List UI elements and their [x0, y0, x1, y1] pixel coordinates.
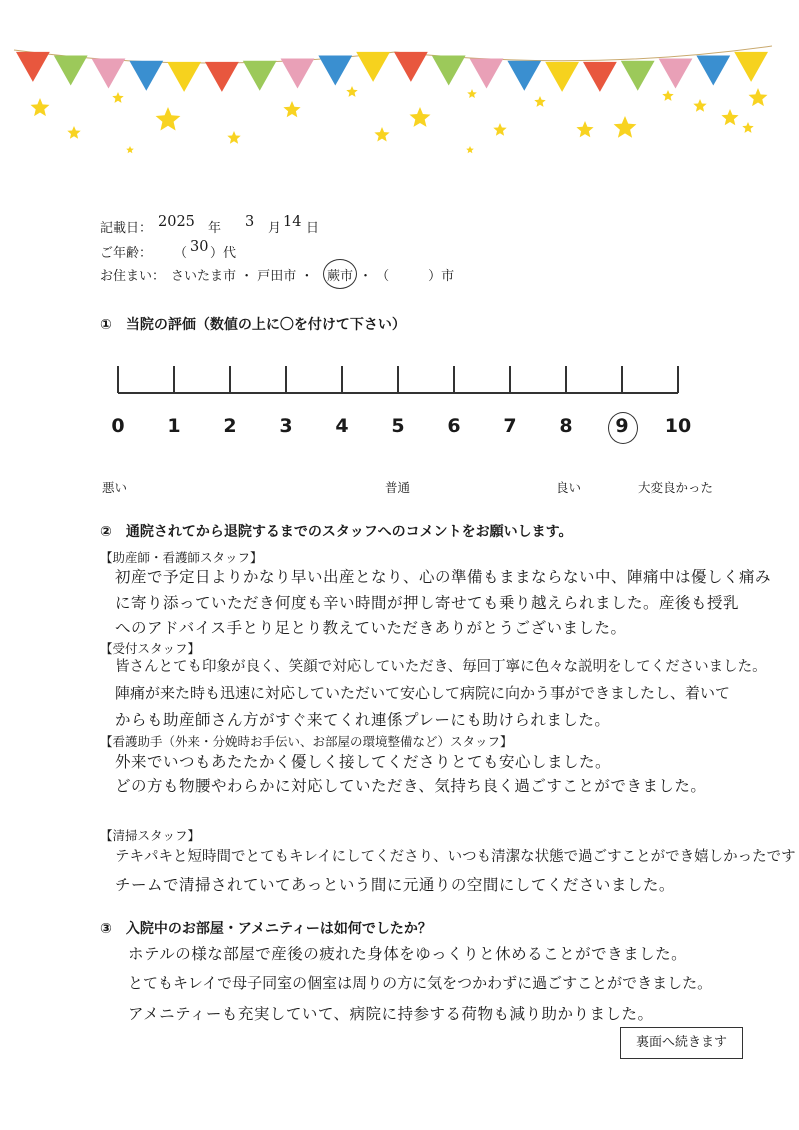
- star-icon: [466, 146, 474, 153]
- group-heading-reception: 【受付スタッフ】: [100, 641, 201, 656]
- scale-tick: [397, 366, 399, 393]
- star-icon: [662, 90, 673, 101]
- comment-line: アメニティーも充実していて、病院に持参する荷物も減り助かりました。: [128, 1005, 654, 1023]
- bunting-flag: [281, 58, 315, 88]
- age-value: 30: [190, 239, 209, 255]
- month-unit: 月: [268, 221, 282, 236]
- star-icon: [67, 126, 80, 139]
- scale-tick: [117, 366, 119, 393]
- comment-line: とてもキレイで母子同室の個室は周りの方に気をつかわずに過ごすことができました。: [128, 974, 713, 992]
- star-icon: [31, 98, 50, 116]
- address-other: ・ （ ）市: [359, 269, 455, 284]
- star-icon: [467, 89, 477, 98]
- section3-title: ③ 入院中のお部屋・アメニティーは如何でしたか？: [100, 921, 432, 937]
- star-icon: [576, 121, 593, 137]
- address-circle-mark: [323, 259, 357, 289]
- scale-tick: [509, 366, 511, 393]
- date-month: 3: [245, 214, 255, 230]
- address-label: お住まい：: [100, 269, 166, 284]
- age-close: ）代: [210, 246, 237, 261]
- scale-tick: [621, 366, 623, 393]
- day-unit: 日: [306, 221, 320, 236]
- bunting-flag: [394, 52, 428, 82]
- bunting-flag: [621, 61, 655, 91]
- bunting-flag: [92, 58, 126, 88]
- comment-line: へのアドバイス手とり足とり教えていただきありがとうございました。: [115, 619, 627, 637]
- comment-line: 外来でいつもあたたかく優しく接してくださりとても安心しました。: [115, 753, 612, 771]
- scale-number[interactable]: 10: [664, 415, 692, 437]
- scale-number[interactable]: 0: [111, 415, 125, 437]
- bunting-flag: [54, 55, 88, 85]
- bunting-flag: [583, 62, 617, 92]
- scale-tick: [285, 366, 287, 393]
- bunting-flag: [432, 55, 466, 85]
- star-icon: [126, 146, 134, 153]
- age-label: ご年齢：: [100, 246, 153, 261]
- star-icon: [374, 127, 389, 142]
- section2-title: ② 通院されてから退院するまでのスタッフへのコメントをお願いします。: [100, 524, 573, 540]
- scale-tick: [677, 366, 679, 393]
- star-icon: [614, 116, 637, 138]
- star-icon: [749, 88, 768, 106]
- star-icon: [721, 109, 738, 125]
- scale-number[interactable]: 6: [447, 415, 461, 437]
- date-day: 14: [283, 214, 302, 230]
- scale-tick: [341, 366, 343, 393]
- star-icon: [742, 122, 753, 133]
- star-icon: [693, 99, 706, 112]
- star-icon: [493, 123, 506, 136]
- group-heading-cleaning: 【清掃スタッフ】: [100, 828, 201, 843]
- scale-number[interactable]: 2: [223, 415, 237, 437]
- comment-line: ホテルの様な部屋で産後の疲れた身体をゆっくりと休めることができました。: [128, 945, 688, 963]
- star-icon: [283, 101, 300, 117]
- scale-number[interactable]: 3: [279, 415, 293, 437]
- comment-line: からも助産師さん方がすぐ来てくれ連係プレーにも助けられました。: [115, 711, 611, 729]
- bunting-flag: [545, 62, 579, 92]
- address-options: さいたま市 ・ 戸田市 ・: [171, 269, 314, 284]
- star-icon: [410, 107, 431, 127]
- star-icon: [227, 131, 240, 144]
- label-good: 良い: [556, 480, 582, 495]
- bunting-flag: [696, 55, 730, 85]
- scale-tick: [565, 366, 567, 393]
- star-icon: [534, 96, 545, 107]
- bunting-flag: [356, 52, 390, 82]
- bunting-flag: [205, 62, 239, 92]
- comment-line: に寄り添っていただき何度も辛い時間が押し寄せても乗り越えられました。産後も授乳: [115, 594, 740, 612]
- scale-number[interactable]: 8: [559, 415, 573, 437]
- continue-on-back-button[interactable]: 裏面へ続きます: [620, 1027, 743, 1059]
- comment-line: チームで清掃されていてあっという間に元通りの空間にしてくださいました。: [115, 876, 675, 894]
- comment-line: テキパキと短時間でとてもキレイにしてくださり、いつも清潔な状態で過ごすことができ嬉しかったです: [115, 849, 796, 865]
- group-heading-assistant: 【看護助手（外来・分娩時お手伝い、お部屋の環境整備など）スタッフ】: [100, 734, 513, 749]
- bunting-flag: [243, 61, 277, 91]
- scale-tick: [453, 366, 455, 393]
- bunting-flag: [129, 61, 163, 91]
- scale-number[interactable]: 1: [167, 415, 181, 437]
- star-icon: [156, 107, 181, 131]
- comment-line: 初産で予定日よりかなり早い出産となり、心の準備もままならない中、陣痛中は優しく痛み: [115, 568, 772, 586]
- date-label: 記載日：: [100, 221, 153, 236]
- label-normal: 普通: [385, 480, 411, 495]
- scale-number[interactable]: 9: [615, 415, 629, 437]
- bunting-flag: [659, 58, 693, 88]
- group-heading-midwife: 【助産師・看護師スタッフ】: [100, 550, 263, 565]
- scale-tick: [229, 366, 231, 393]
- scale-number[interactable]: 4: [335, 415, 349, 437]
- scale-tick: [173, 366, 175, 393]
- star-icon: [112, 92, 123, 103]
- bunting-flag: [167, 62, 201, 92]
- address-selected: 蕨市: [327, 269, 354, 284]
- bunting-flag: [734, 52, 768, 82]
- bunting-flag: [318, 55, 352, 85]
- comment-line: どの方も物腰やわらかに対応していただき、気持ち良く過ごすことができました。: [115, 777, 707, 795]
- scale-number[interactable]: 5: [391, 415, 405, 437]
- age-open: （: [174, 246, 188, 261]
- label-very-good: 大変良かった: [638, 480, 714, 495]
- section1-title: ① 当院の評価（数値の上に〇を付けて下さい）: [100, 317, 406, 333]
- label-bad: 悪い: [102, 480, 128, 495]
- bunting-flag: [16, 52, 50, 82]
- date-year: 2025: [158, 214, 195, 230]
- comment-line: 皆さんとても印象が良く、笑顔で対応していただき、毎回丁寧に色々な説明をしてくださいました。: [115, 659, 767, 675]
- comment-line: 陣痛が来た時も迅速に対応していただいて安心して病院に向かう事ができましたし、着いて: [115, 684, 731, 702]
- year-unit: 年: [208, 221, 222, 236]
- bunting-decoration: [0, 0, 799, 170]
- star-icon: [346, 86, 357, 97]
- bunting-flag: [507, 61, 541, 91]
- bunting-flag: [470, 58, 504, 88]
- rating-selected-circle: [608, 412, 638, 444]
- scale-number[interactable]: 7: [503, 415, 517, 437]
